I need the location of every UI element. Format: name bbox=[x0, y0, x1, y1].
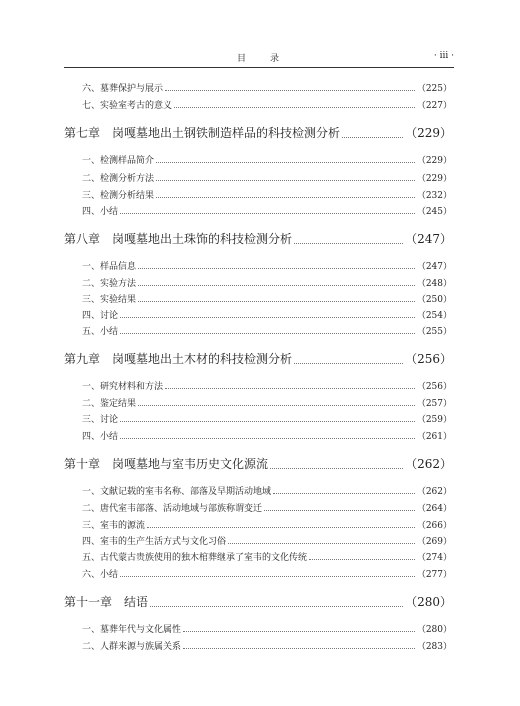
dot-leader bbox=[156, 197, 415, 198]
dot-leader bbox=[165, 90, 415, 91]
entry-title: 四、讨论 bbox=[82, 311, 119, 321]
dot-leader bbox=[156, 162, 415, 163]
dot-leader bbox=[273, 493, 415, 494]
entry-title: 二、人群来源与族属关系 bbox=[82, 642, 182, 652]
dot-leader bbox=[120, 213, 415, 214]
chapter-entry bbox=[0, 456, 520, 472]
entry-page: （262） bbox=[416, 487, 452, 497]
entry-title: 五、古代蒙古贵族使用的独木棺葬继承了室韦的文化传统 bbox=[82, 553, 308, 563]
entry-page: （257） bbox=[416, 399, 452, 409]
entry-title: 一、研究材料和方法 bbox=[82, 382, 164, 392]
header-title: 目 录 bbox=[236, 54, 281, 64]
entry-title: 四、室韦的生产生活方式与文化习俗 bbox=[82, 537, 227, 547]
entry-page: （255） bbox=[416, 327, 452, 337]
entry-title: 三、室韦的源流 bbox=[82, 521, 146, 531]
entry-page: （266） bbox=[416, 521, 452, 531]
entry-title: 第十一章 结语 bbox=[64, 595, 149, 609]
section-entry bbox=[0, 170, 520, 184]
dot-leader bbox=[138, 268, 415, 269]
entry-page: （277） bbox=[416, 570, 452, 580]
section-entry bbox=[0, 80, 520, 94]
entry-page: （225） bbox=[416, 84, 452, 94]
entry-title: 四、小结 bbox=[82, 432, 119, 442]
entry-page: （229） bbox=[405, 126, 452, 140]
entry-title: 二、唐代室韦部落、活动地域与部族称谓变迁 bbox=[82, 504, 263, 514]
dot-leader bbox=[138, 301, 415, 302]
entry-page: （250） bbox=[416, 295, 452, 305]
entry-title: 一、墓葬年代与文化属性 bbox=[82, 625, 182, 635]
entry-title: 一、检测样品简介 bbox=[82, 156, 155, 166]
entry-page: （259） bbox=[416, 415, 452, 425]
entry-page: （274） bbox=[416, 553, 452, 563]
entry-page: （264） bbox=[416, 504, 452, 514]
chapter-entry bbox=[0, 594, 520, 610]
entry-page: （280） bbox=[416, 625, 452, 635]
entry-page: （229） bbox=[416, 174, 452, 184]
dot-leader bbox=[138, 285, 415, 286]
entry-page: （261） bbox=[416, 432, 452, 442]
entry-page: （245） bbox=[416, 207, 452, 217]
dot-leader bbox=[120, 438, 415, 439]
section-entry bbox=[0, 203, 520, 217]
entry-title: 第八章 岗嘎墓地出土珠饰的科技检测分析 bbox=[64, 232, 293, 246]
entry-title: 五、小结 bbox=[82, 327, 119, 337]
section-entry bbox=[0, 97, 520, 111]
entry-page: （254） bbox=[416, 311, 452, 321]
entry-title: 六、墓葬保护与展示 bbox=[82, 84, 164, 94]
dot-leader bbox=[174, 107, 415, 108]
entry-page: （269） bbox=[416, 537, 452, 547]
section-entry bbox=[0, 395, 520, 409]
section-entry bbox=[0, 307, 520, 321]
section-entry bbox=[0, 621, 520, 635]
dot-leader bbox=[183, 648, 415, 649]
entry-title: 二、检测分析方法 bbox=[82, 174, 155, 184]
entry-page: （232） bbox=[416, 191, 452, 201]
dot-leader bbox=[150, 606, 403, 607]
dot-leader bbox=[138, 405, 415, 406]
chapter-entry bbox=[0, 125, 520, 141]
section-entry bbox=[0, 638, 520, 652]
section-entry bbox=[0, 187, 520, 201]
section-entry bbox=[0, 258, 520, 272]
section-entry bbox=[0, 549, 520, 563]
dot-leader bbox=[270, 468, 403, 469]
entry-page: （227） bbox=[416, 101, 452, 111]
dot-leader bbox=[309, 559, 415, 560]
section-entry bbox=[0, 533, 520, 547]
entry-title: 三、检测分析结果 bbox=[82, 191, 155, 201]
dot-leader bbox=[120, 421, 415, 422]
entry-page: （256） bbox=[405, 352, 452, 366]
entry-title: 二、鉴定结果 bbox=[82, 399, 137, 409]
entry-title: 第七章 岗嘎墓地出土钢铁制造样品的科技检测分析 bbox=[64, 126, 341, 140]
entry-page: （280） bbox=[405, 595, 452, 609]
dot-leader bbox=[294, 363, 403, 364]
entry-page: （229） bbox=[416, 156, 452, 166]
entry-title: 三、实验结果 bbox=[82, 295, 137, 305]
section-entry bbox=[0, 411, 520, 425]
running-header bbox=[64, 49, 454, 68]
dot-leader bbox=[228, 543, 415, 544]
dot-leader bbox=[342, 137, 403, 138]
entry-page: （262） bbox=[405, 457, 452, 471]
entry-page: （247） bbox=[405, 232, 452, 246]
dot-leader bbox=[294, 243, 403, 244]
dot-leader bbox=[165, 388, 415, 389]
chapter-entry bbox=[0, 351, 520, 367]
entry-title: 六、小结 bbox=[82, 570, 119, 580]
entry-title: 第十章 岗嘎墓地与室韦历史文化源流 bbox=[64, 457, 269, 471]
entry-title: 二、实验方法 bbox=[82, 279, 137, 289]
dot-leader bbox=[120, 333, 415, 334]
dot-leader bbox=[120, 576, 415, 577]
section-entry bbox=[0, 291, 520, 305]
section-entry bbox=[0, 483, 520, 497]
page-number: · iii · bbox=[433, 51, 454, 61]
section-entry bbox=[0, 323, 520, 337]
dot-leader bbox=[120, 317, 415, 318]
chapter-entry bbox=[0, 231, 520, 247]
entry-title: 第九章 岗嘎墓地出土木材的科技检测分析 bbox=[64, 352, 293, 366]
entry-page: （256） bbox=[416, 382, 452, 392]
entry-title: 一、文献记载的室韦名称、部落及早期活动地域 bbox=[82, 487, 272, 497]
entry-page: （248） bbox=[416, 279, 452, 289]
dot-leader bbox=[264, 510, 415, 511]
dot-leader bbox=[147, 527, 415, 528]
entry-title: 四、小结 bbox=[82, 207, 119, 217]
section-entry bbox=[0, 566, 520, 580]
section-entry bbox=[0, 500, 520, 514]
entry-page: （283） bbox=[416, 642, 452, 652]
section-entry bbox=[0, 428, 520, 442]
section-entry bbox=[0, 152, 520, 166]
section-entry bbox=[0, 378, 520, 392]
entry-title: 三、讨论 bbox=[82, 415, 119, 425]
entry-page: （247） bbox=[416, 262, 452, 272]
section-entry bbox=[0, 517, 520, 531]
dot-leader bbox=[156, 180, 415, 181]
section-entry bbox=[0, 275, 520, 289]
entry-title: 七、实验室考古的意义 bbox=[82, 101, 173, 111]
dot-leader bbox=[183, 631, 415, 632]
entry-title: 一、样品信息 bbox=[82, 262, 137, 272]
